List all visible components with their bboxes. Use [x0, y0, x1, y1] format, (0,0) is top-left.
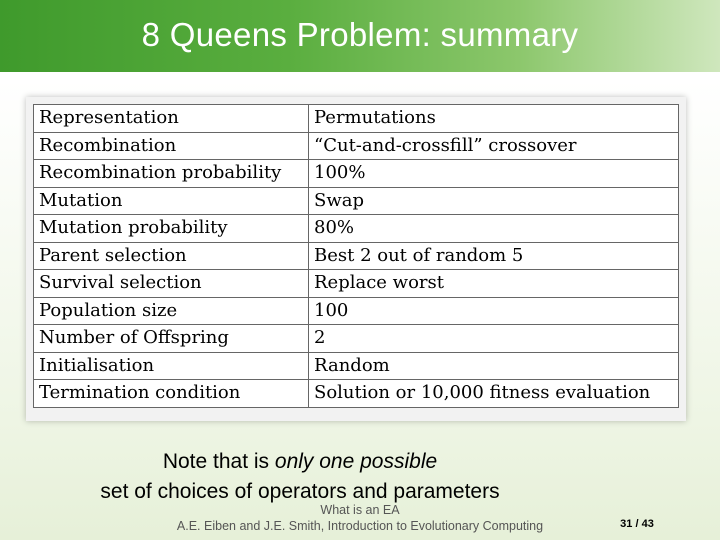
value-cell: 100: [309, 297, 679, 325]
value-cell: “Cut-and-crossfill” crossover: [309, 132, 679, 160]
summary-table-frame: [26, 97, 686, 421]
param-cell: Representation: [34, 105, 309, 133]
page-number: 31 / 43: [620, 518, 654, 530]
note-emphasis: only one possible: [274, 450, 438, 473]
table-row: [34, 297, 679, 325]
value-cell: Swap: [309, 187, 679, 215]
footer-section-title: What is an EA: [320, 503, 400, 517]
table-row: [34, 160, 679, 188]
summary-table: [33, 104, 679, 408]
param-cell: Population size: [34, 297, 309, 325]
slide-title: 8 Queens Problem: summary: [141, 16, 579, 53]
table-row: [34, 132, 679, 160]
param-cell: Survival selection: [34, 270, 309, 298]
param-cell: Mutation: [34, 187, 309, 215]
table-row: [34, 325, 679, 353]
footer: [140, 502, 580, 534]
param-cell: Initialisation: [34, 352, 309, 380]
param-cell: Recombination: [34, 132, 309, 160]
table-row: [34, 105, 679, 133]
value-cell: 2: [309, 325, 679, 353]
note-part1: Note that is: [162, 450, 275, 473]
table-row: [34, 215, 679, 243]
value-cell: Random: [309, 352, 679, 380]
table-row: [34, 242, 679, 270]
value-cell: Solution or 10,000 fitness evaluation: [309, 380, 679, 408]
table-row: [34, 187, 679, 215]
param-cell: Recombination probability: [34, 160, 309, 188]
note-text: [60, 447, 540, 507]
param-cell: Parent selection: [34, 242, 309, 270]
table-row: [34, 352, 679, 380]
value-cell: Best 2 out of random 5: [309, 242, 679, 270]
param-cell: Termination condition: [34, 380, 309, 408]
table-row: [34, 380, 679, 408]
value-cell: Replace worst: [309, 270, 679, 298]
param-cell: Number of Offspring: [34, 325, 309, 353]
param-cell: Mutation probability: [34, 215, 309, 243]
value-cell: 100%: [309, 160, 679, 188]
note-part2: set of choices of operators and parameters: [100, 480, 500, 503]
table-row: [34, 270, 679, 298]
value-cell: 80%: [309, 215, 679, 243]
title-bar: [0, 0, 720, 72]
footer-book-credit: A.E. Eiben and J.E. Smith, Introduction to Evolutionary Computing: [176, 519, 544, 533]
summary-table-body: [34, 105, 679, 408]
value-cell: Permutations: [309, 105, 679, 133]
